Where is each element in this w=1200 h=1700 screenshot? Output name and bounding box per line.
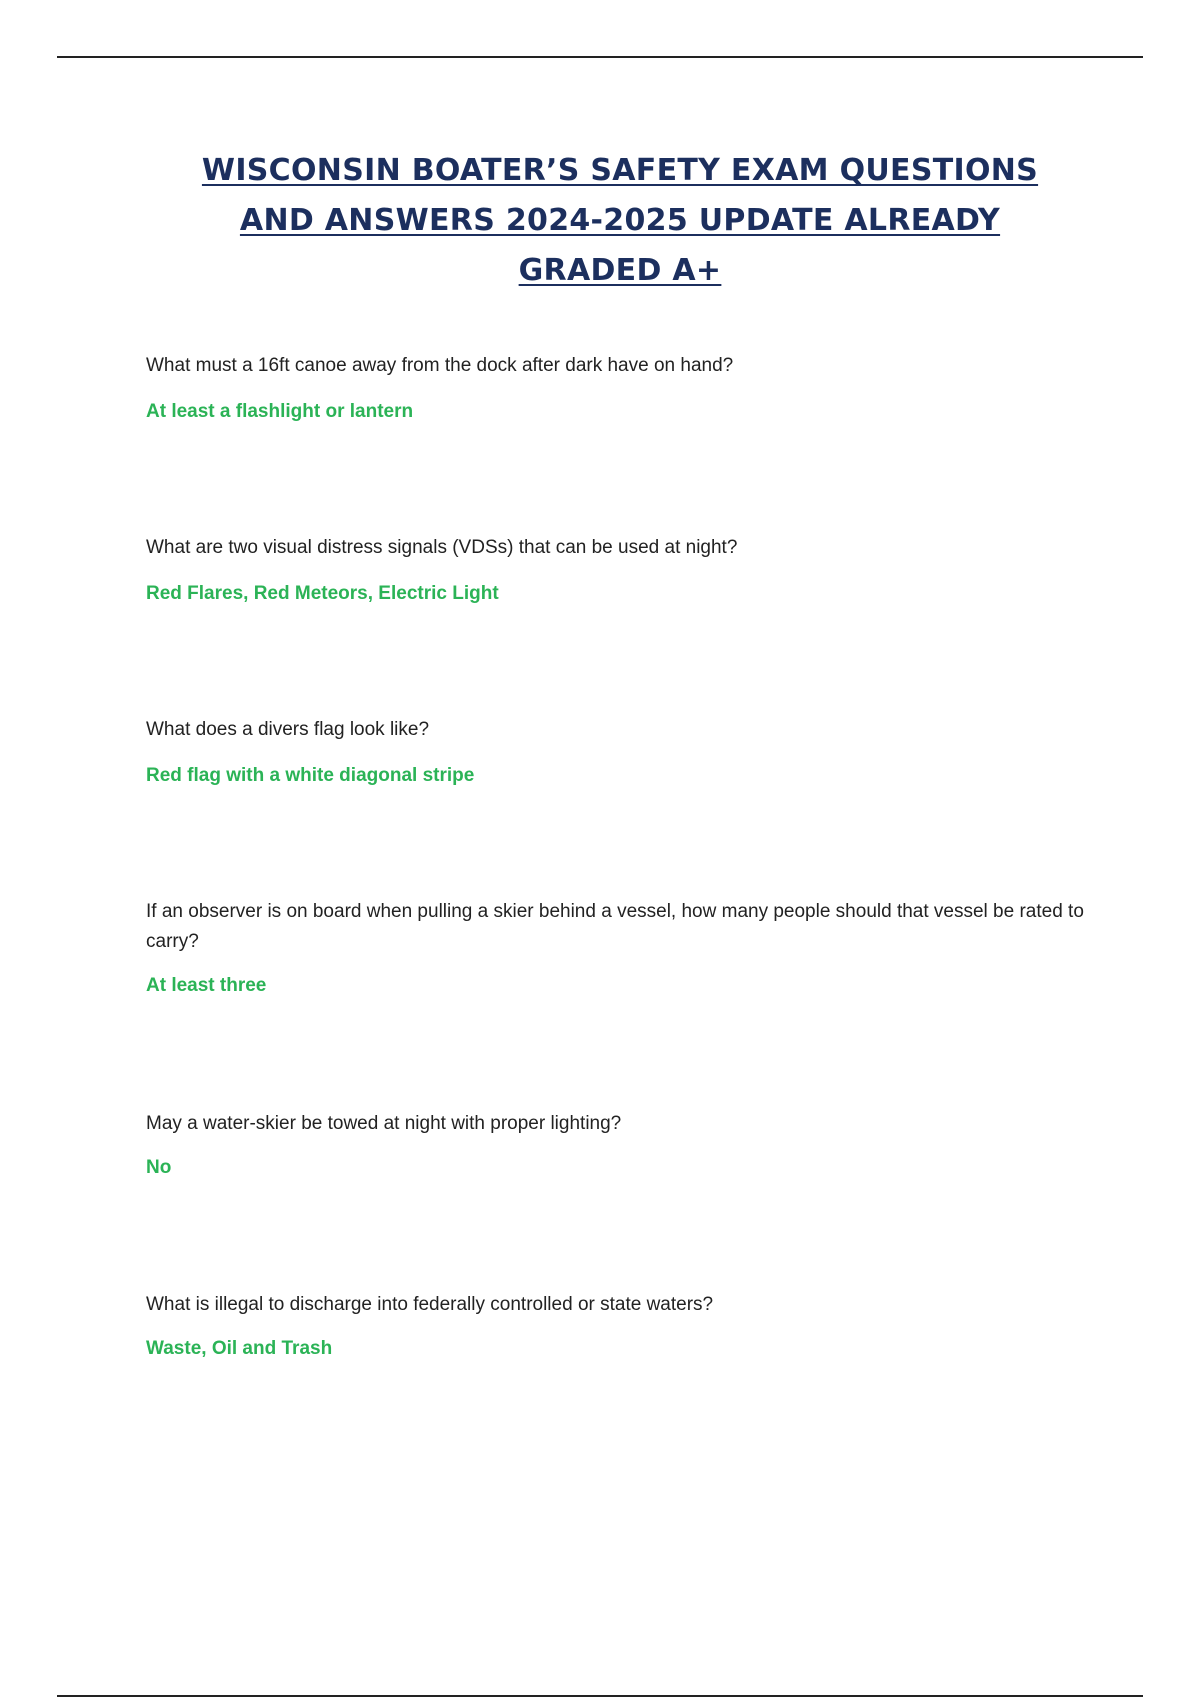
document-title	[140, 146, 1100, 296]
title-line-1: WISCONSIN BOATER’S SAFETY EXAM QUESTIONS	[201, 153, 1039, 188]
qa-item-1	[146, 351, 1086, 427]
footer-rule	[57, 1695, 1143, 1697]
answer-text: Red flag with a white diagonal stripe	[146, 765, 475, 786]
question-text: May a water-skier be towed at night with proper lighting?	[146, 1113, 622, 1134]
question-text: What does a divers flag look like?	[146, 719, 430, 740]
qa-item-5	[146, 1109, 1086, 1183]
question-text: What are two visual distress signals (VDSs) that can be used at night?	[146, 537, 738, 558]
answer-text: At least three	[146, 975, 267, 996]
answer-text: No	[146, 1157, 172, 1178]
question-text: If an observer is on board when pulling a skier behind a vessel, how many people should that vessel be rated to carry?	[146, 901, 1084, 952]
qa-item-2	[146, 533, 1086, 609]
answer-text: Red Flares, Red Meteors, Electric Light	[146, 583, 499, 604]
header-rule	[57, 56, 1143, 58]
qa-item-4	[146, 897, 1086, 1001]
question-text: What is illegal to discharge into federally controlled or state waters?	[146, 1294, 714, 1315]
answer-text: At least a flashlight or lantern	[146, 401, 414, 422]
qa-item-6	[146, 1290, 1086, 1364]
question-text: What must a 16ft canoe away from the dock after dark have on hand?	[146, 355, 734, 376]
title-line-2: AND ANSWERS 2024-2025 UPDATE ALREADY	[239, 203, 1001, 238]
title-line-3: GRADED A+	[518, 253, 722, 288]
qa-item-3	[146, 715, 1086, 791]
answer-text: Waste, Oil and Trash	[146, 1338, 333, 1359]
